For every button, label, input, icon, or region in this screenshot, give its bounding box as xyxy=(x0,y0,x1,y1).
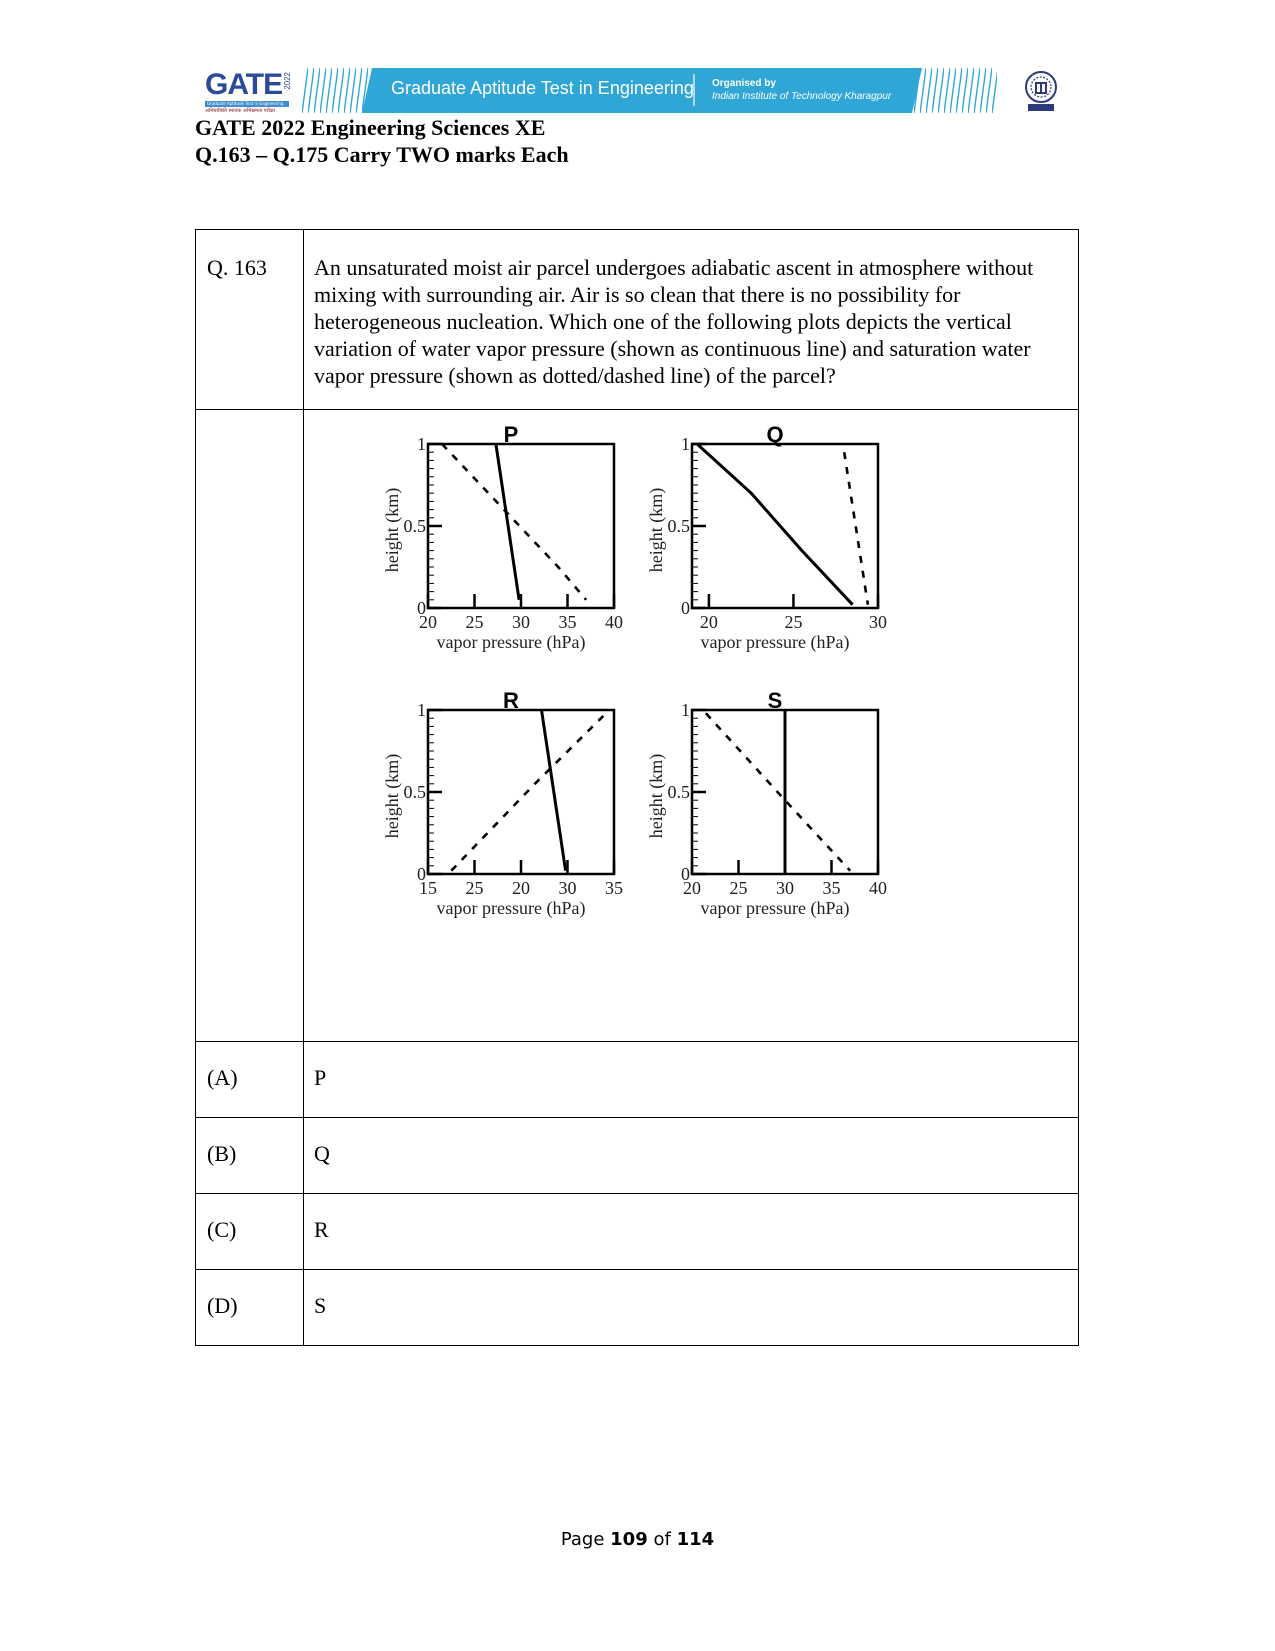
chart-title: S xyxy=(767,688,783,713)
x-tick-label: 40 xyxy=(869,878,887,898)
y-tick-label: 0 xyxy=(417,864,426,884)
x-tick-label: 30 xyxy=(869,612,887,632)
x-tick-label: 35 xyxy=(822,878,841,898)
y-tick-label: 0.5 xyxy=(403,516,426,536)
chart-panel-q xyxy=(646,422,887,653)
option-text: Q xyxy=(304,1118,1079,1194)
footer-prefix: Page xyxy=(560,1529,605,1550)
plot-frame xyxy=(692,444,878,608)
banner-title: Graduate Aptitude Test in Engineering xyxy=(391,78,694,98)
option-text: P xyxy=(304,1042,1079,1118)
question-number: Q. 163 xyxy=(196,230,304,410)
x-tick-label: 20 xyxy=(512,878,530,898)
option-row xyxy=(196,1118,1079,1194)
x-tick-label: 35 xyxy=(558,612,577,632)
y-axis-label: height (km) xyxy=(382,753,402,839)
y-axis-label: height (km) xyxy=(646,487,666,573)
y-tick-label: 0 xyxy=(681,864,690,884)
gate-logo-strip xyxy=(205,101,289,107)
x-tick-label: 35 xyxy=(605,878,623,898)
option-row xyxy=(196,1270,1079,1346)
organised-by-label: Organised by xyxy=(712,78,776,89)
question-text: An unsaturated moist air parcel undergoes adiabatic ascent in atmosphere without mixing with surrounding air. Air is so clean that there is no possibility for heterogeneous nucleation. Which one of the following plots depicts the vertical variation of water vapor pressure (shown as continuous line) and saturation water vapor pressure (shown as dotted/dashed line) of the parcel? xyxy=(304,230,1079,410)
vapor-pressure-line xyxy=(542,710,566,871)
plot-frame xyxy=(428,444,614,608)
page-footer xyxy=(0,1529,1275,1550)
y-tick-label: 0.5 xyxy=(403,782,426,802)
organiser-name: Indian Institute of Technology Kharagpur xyxy=(712,91,892,102)
plot-frame xyxy=(428,710,614,874)
saturation-vapor-pressure-line xyxy=(844,452,868,605)
gate-logo-text: GATE xyxy=(205,68,283,101)
vapor-pressure-line xyxy=(697,444,853,605)
x-tick-label: 30 xyxy=(776,878,794,898)
chart-panel-s xyxy=(646,688,887,919)
chart-panel-r xyxy=(382,688,623,919)
x-tick-label: 25 xyxy=(465,878,484,898)
figure-label-cell xyxy=(196,410,304,1042)
footer-total-pages: 114 xyxy=(676,1529,715,1550)
y-tick-label: 1 xyxy=(681,700,690,720)
x-tick-label: 40 xyxy=(605,612,623,632)
page-header xyxy=(0,0,1275,120)
x-axis-label: vapor pressure (hPa) xyxy=(700,632,850,652)
x-tick-label: 15 xyxy=(419,878,437,898)
x-tick-label: 25 xyxy=(465,612,484,632)
iit-kharagpur-emblem-icon xyxy=(1022,70,1060,114)
gate-logo xyxy=(205,70,293,115)
y-tick-label: 1 xyxy=(417,434,426,454)
chart-title: R xyxy=(503,688,519,713)
x-tick-label: 20 xyxy=(683,878,701,898)
y-axis-label: height (km) xyxy=(646,753,666,839)
chart-title: Q xyxy=(766,422,784,447)
document-title: GATE 2022 Engineering Sciences XE xyxy=(195,115,546,140)
y-tick-label: 0.5 xyxy=(667,516,690,536)
y-tick-label: 0 xyxy=(417,598,426,618)
x-axis-label: vapor pressure (hPa) xyxy=(700,898,850,918)
footer-of: of xyxy=(653,1529,671,1550)
option-label: (D) xyxy=(196,1270,304,1346)
vapor-pressure-figure xyxy=(382,422,940,970)
x-tick-label: 20 xyxy=(699,612,718,632)
saturation-vapor-pressure-line xyxy=(706,713,850,870)
gate-logo-subtitle: Graduate Aptitude Test in Engineering xyxy=(207,101,284,106)
x-axis-label: vapor pressure (hPa) xyxy=(436,898,586,918)
x-tick-label: 30 xyxy=(512,612,530,632)
x-tick-label: 25 xyxy=(784,612,803,632)
option-row xyxy=(196,1194,1079,1270)
y-tick-label: 0 xyxy=(681,598,690,618)
option-text: S xyxy=(304,1270,1079,1346)
option-label: (C) xyxy=(196,1194,304,1270)
option-label: (A) xyxy=(196,1042,304,1118)
chart-title: P xyxy=(503,422,519,447)
x-tick-label: 25 xyxy=(729,878,748,898)
y-axis-label: height (km) xyxy=(382,487,402,573)
option-label: (B) xyxy=(196,1118,304,1194)
gate-logo-year: 2022 xyxy=(283,72,292,90)
y-tick-label: 1 xyxy=(417,700,426,720)
y-tick-label: 1 xyxy=(681,434,690,454)
saturation-vapor-pressure-line xyxy=(451,710,609,871)
saturation-vapor-pressure-line xyxy=(442,444,586,600)
question-row xyxy=(196,230,1079,410)
option-text: R xyxy=(304,1194,1079,1270)
x-tick-label: 30 xyxy=(558,878,577,898)
gate-logo-hindi: अभियांत्रिकी स्नातक अभिक्षमता परीक्षा xyxy=(205,108,275,114)
footer-page-number: 109 xyxy=(610,1529,648,1550)
y-tick-label: 0.5 xyxy=(667,782,690,802)
option-row xyxy=(196,1042,1079,1118)
chart-panel-p xyxy=(382,422,623,653)
section-heading: Q.163 – Q.175 Carry TWO marks Each xyxy=(195,142,569,167)
x-axis-label: vapor pressure (hPa) xyxy=(436,632,586,652)
x-tick-label: 20 xyxy=(419,612,437,632)
